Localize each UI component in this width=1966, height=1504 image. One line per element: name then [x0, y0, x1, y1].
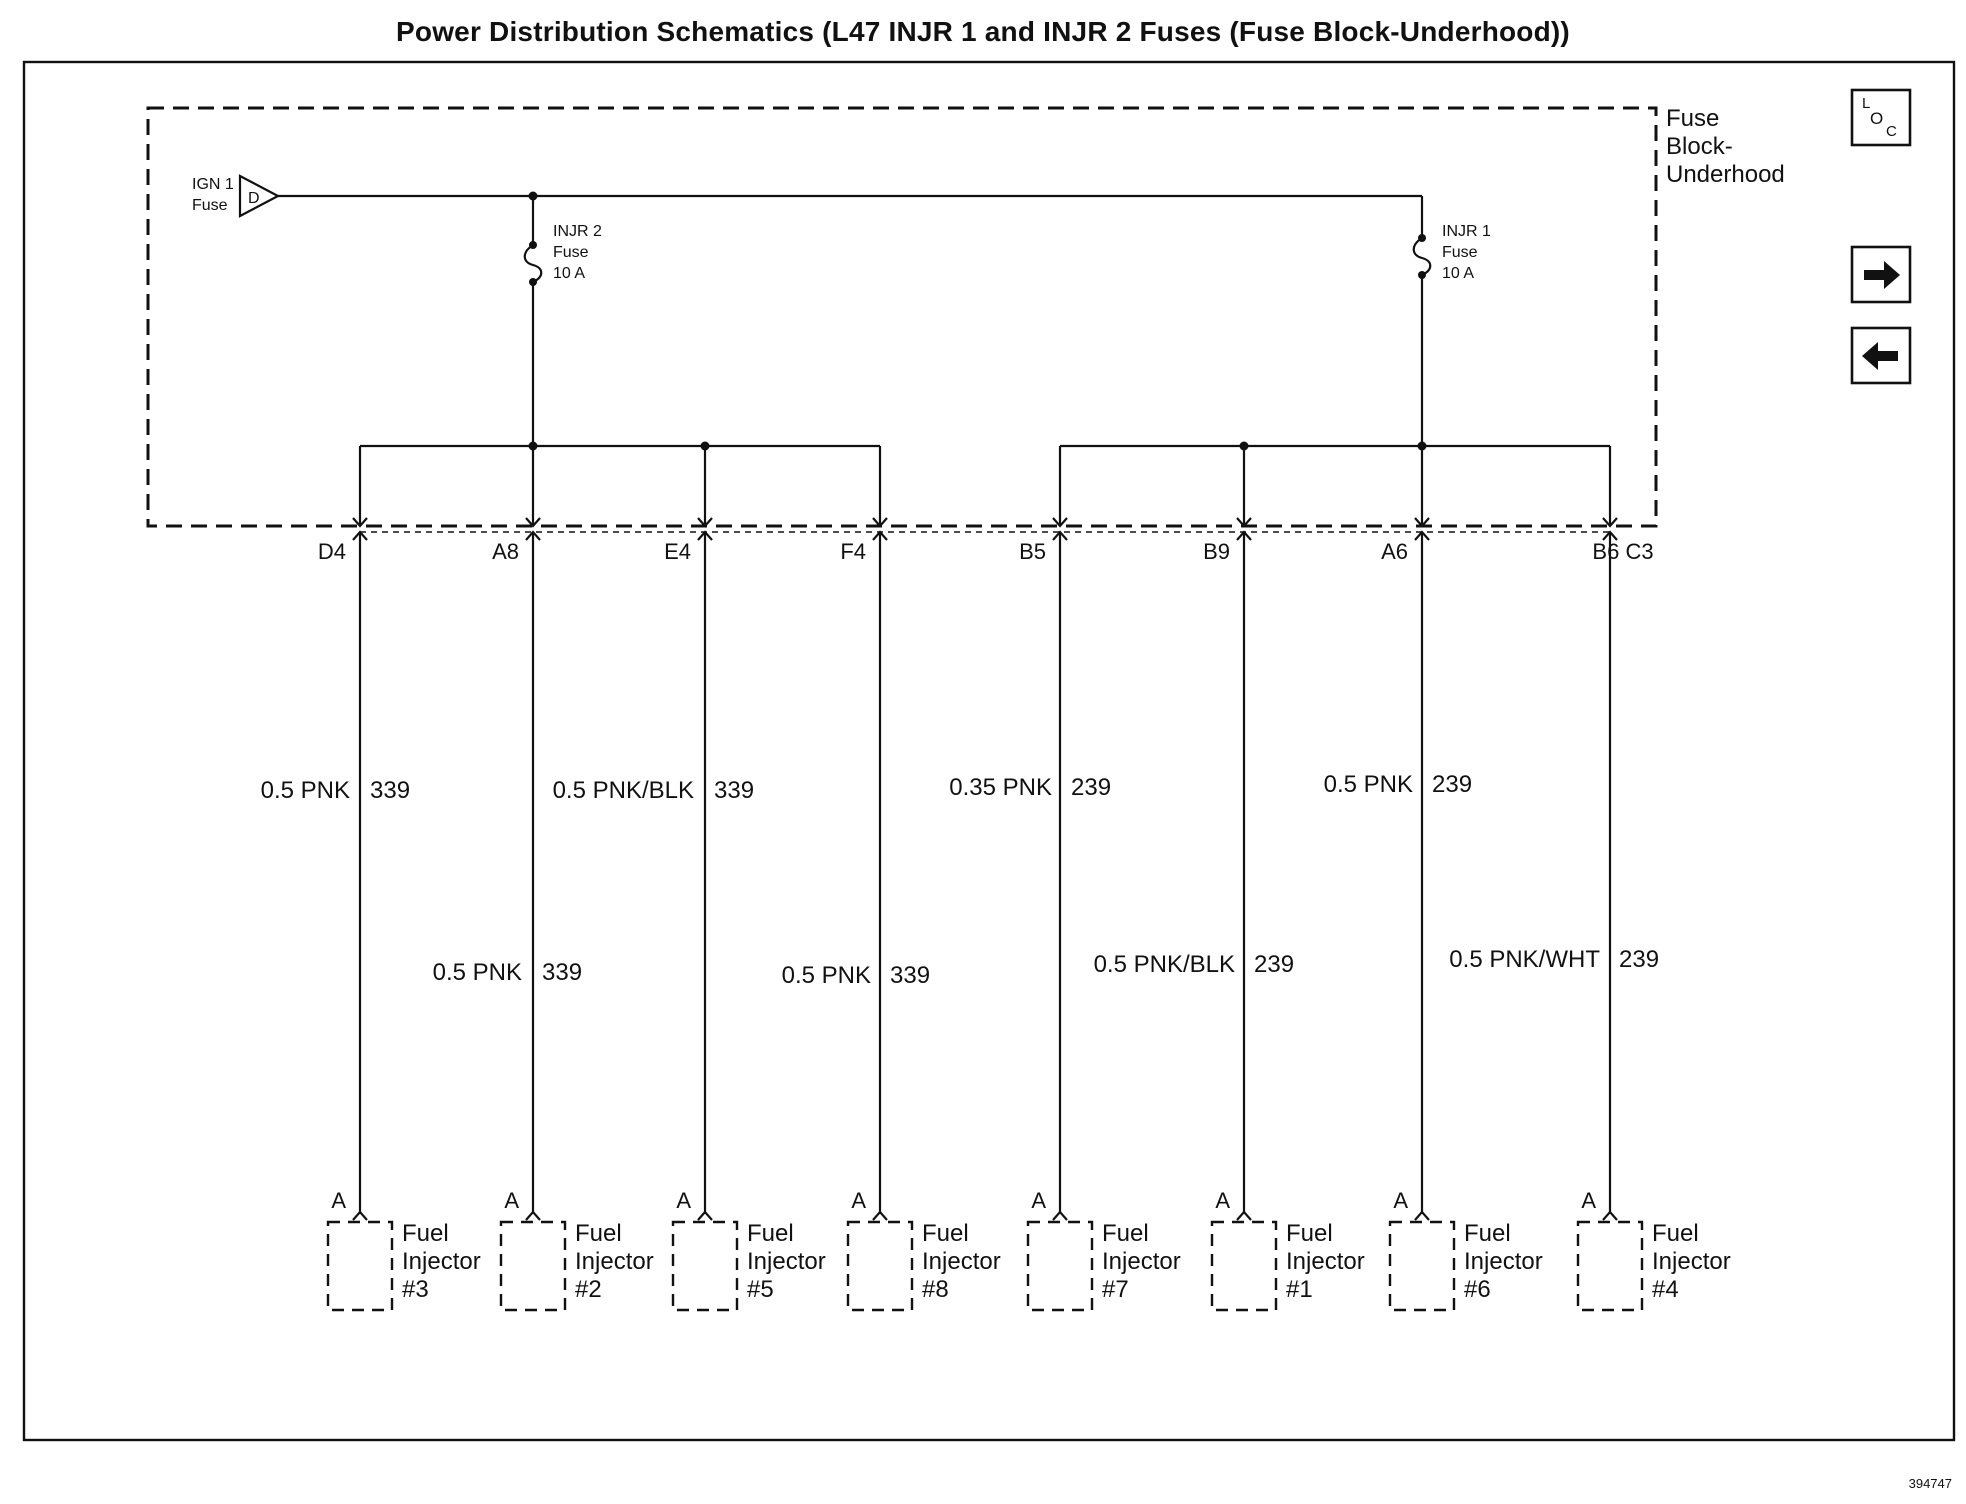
injector-pin-icon	[1237, 1212, 1251, 1220]
ign1-source-label	[192, 176, 238, 214]
fuse-block-label-line1: Fuse	[1666, 105, 1720, 132]
circuit-number-label: 239	[1619, 946, 1660, 973]
fuse-block-boundary	[148, 108, 1656, 526]
injector-pin-icon	[353, 1212, 367, 1220]
fuse-block-pin-label: B6 C3	[1592, 539, 1654, 564]
injector-connector-label: A	[331, 1188, 346, 1213]
injector-label-line1: Fuel	[747, 1220, 794, 1247]
fuel-injector-box	[848, 1222, 912, 1310]
fuse-block-label-line2: Block-	[1666, 133, 1733, 160]
circuit-number-label: 339	[890, 962, 931, 989]
fuel-injector-label	[575, 1220, 660, 1303]
injr2-label-line1: INJR 2	[553, 223, 602, 240]
wire-color-label: 0.5 PNK	[781, 962, 871, 989]
injector-label-line2: Injector	[1652, 1248, 1731, 1275]
fuse-block-pin-label: D4	[317, 539, 346, 564]
fuel-injector-box	[673, 1222, 737, 1310]
page-title: Power Distribution Schematics (L47 INJR 1 and INJR 2 Fuses (Fuse Block-Underhood))	[396, 16, 1570, 47]
injector-connector-label: A	[676, 1188, 691, 1213]
injector-label-line2: Injector	[1286, 1248, 1365, 1275]
fuel-injector-label	[402, 1220, 487, 1303]
fuse-block-pin-label: F4	[840, 539, 866, 564]
injr2-label-line2: Fuse	[553, 244, 589, 261]
injector-connector-label: A	[1215, 1188, 1230, 1213]
injector-connector-label: A	[1581, 1188, 1596, 1213]
circuit-branch-b6-c3	[1449, 446, 1737, 1310]
fuse-block-label	[1666, 105, 1785, 188]
fuel-injector-box	[1028, 1222, 1092, 1310]
wire-color-label: 0.5 PNK/WHT	[1449, 946, 1600, 973]
injr1-fuse-label	[1442, 223, 1495, 282]
injr1-fuse-icon	[1414, 238, 1431, 275]
circuit-number-label: 339	[714, 777, 755, 804]
fuse-block-label-line3: Underhood	[1666, 161, 1785, 188]
circuit-number-label: 239	[1071, 774, 1112, 801]
circuit-branch-f4	[782, 446, 1008, 1310]
injector-label-line2: Injector	[1464, 1248, 1543, 1275]
injector-connector-label: A	[1031, 1188, 1046, 1213]
circuit-number-label: 339	[370, 777, 411, 804]
circuit-branch-d4	[261, 446, 488, 1310]
injr2-fuse-icon	[525, 245, 542, 282]
circuit-branch-a6	[1324, 446, 1550, 1310]
injector-label-line1: Fuel	[402, 1220, 449, 1247]
injector-connector-label: A	[1393, 1188, 1408, 1213]
injr2-fuse-label	[553, 223, 606, 282]
wire-color-label: 0.35 PNK	[949, 774, 1052, 801]
fuse-block-pin-label: B9	[1203, 539, 1230, 564]
injr1-label-line3: 10 A	[1442, 265, 1475, 282]
fuse-block-pin-label: B5	[1019, 539, 1046, 564]
fuel-injector-label	[747, 1220, 832, 1303]
wire-color-label: 0.5 PNK	[260, 777, 350, 804]
fuel-injector-box	[1578, 1222, 1642, 1310]
circuit-branch-b9	[1094, 446, 1372, 1310]
wire-color-label: 0.5 PNK/BLK	[1093, 951, 1235, 978]
circuit-branch-b5	[949, 446, 1187, 1310]
injector-label-line3: #2	[575, 1276, 602, 1303]
injector-pin-icon	[526, 1212, 540, 1220]
loc-icon-letter-o: O	[1870, 109, 1884, 128]
injector-pin-icon	[1053, 1212, 1067, 1220]
injector-label-line2: Injector	[747, 1248, 826, 1275]
wire-color-label: 0.5 PNK/BLK	[552, 777, 694, 804]
injector-pin-icon	[1603, 1212, 1617, 1220]
circuit-number-label: 339	[542, 959, 583, 986]
injector-pin-icon	[698, 1212, 712, 1220]
document-id: 394747	[1908, 1476, 1952, 1491]
injector-label-line3: #5	[747, 1276, 774, 1303]
fuse-block-pin-label: A6	[1381, 539, 1408, 564]
injector-label-line1: Fuel	[1102, 1220, 1149, 1247]
previous-page-button[interactable]	[1852, 328, 1910, 383]
fuse-block-pin-label: E4	[664, 539, 691, 564]
injector-pin-icon	[1415, 1212, 1429, 1220]
injector-label-line1: Fuel	[1286, 1220, 1333, 1247]
injector-label-line3: #8	[922, 1276, 949, 1303]
loc-button[interactable]	[1852, 90, 1910, 145]
injector-label-line2: Injector	[402, 1248, 481, 1275]
loc-icon-letter-c: C	[1886, 123, 1897, 140]
fuel-injector-label	[1286, 1220, 1371, 1303]
injector-label-line1: Fuel	[1652, 1220, 1699, 1247]
loc-icon-letter-l: L	[1862, 95, 1871, 112]
fuel-injector-box	[501, 1222, 565, 1310]
injector-connector-label: A	[851, 1188, 866, 1213]
next-page-button[interactable]	[1852, 247, 1910, 302]
fuel-injector-label	[922, 1220, 1007, 1303]
injector-label-line3: #6	[1464, 1276, 1491, 1303]
fuel-injector-box	[1390, 1222, 1454, 1310]
fuel-injector-label	[1652, 1220, 1737, 1303]
injector-label-line1: Fuel	[1464, 1220, 1511, 1247]
injector-label-line2: Injector	[575, 1248, 654, 1275]
fuel-injector-box	[1212, 1222, 1276, 1310]
fuel-injector-label	[1464, 1220, 1549, 1303]
wire-color-label: 0.5 PNK	[1323, 771, 1413, 798]
ign1-source-pin: D	[248, 190, 260, 207]
injector-label-line3: #1	[1286, 1276, 1313, 1303]
fuel-injector-label	[1102, 1220, 1187, 1303]
injector-label-line3: #7	[1102, 1276, 1129, 1303]
ign1-label-line2: Fuse	[192, 197, 228, 214]
injector-label-line2: Injector	[922, 1248, 1001, 1275]
injr1-label-line1: INJR 1	[1442, 223, 1491, 240]
injector-label-line3: #3	[402, 1276, 429, 1303]
injr1-label-line2: Fuse	[1442, 244, 1478, 261]
injector-pin-icon	[873, 1212, 887, 1220]
injector-connector-label: A	[504, 1188, 519, 1213]
fuse-block-pin-label: A8	[492, 539, 519, 564]
injector-label-line1: Fuel	[575, 1220, 622, 1247]
circuit-number-label: 239	[1254, 951, 1295, 978]
circuit-branch-a8	[433, 446, 661, 1310]
injector-label-line3: #4	[1652, 1276, 1679, 1303]
ign1-label-line1: IGN 1	[192, 176, 234, 193]
fuel-injector-box	[328, 1222, 392, 1310]
injector-label-line2: Injector	[1102, 1248, 1181, 1275]
injr2-label-line3: 10 A	[553, 265, 586, 282]
circuit-number-label: 239	[1432, 771, 1473, 798]
wire-color-label: 0.5 PNK	[432, 959, 522, 986]
circuit-branch-e4	[553, 446, 833, 1310]
injector-label-line1: Fuel	[922, 1220, 969, 1247]
